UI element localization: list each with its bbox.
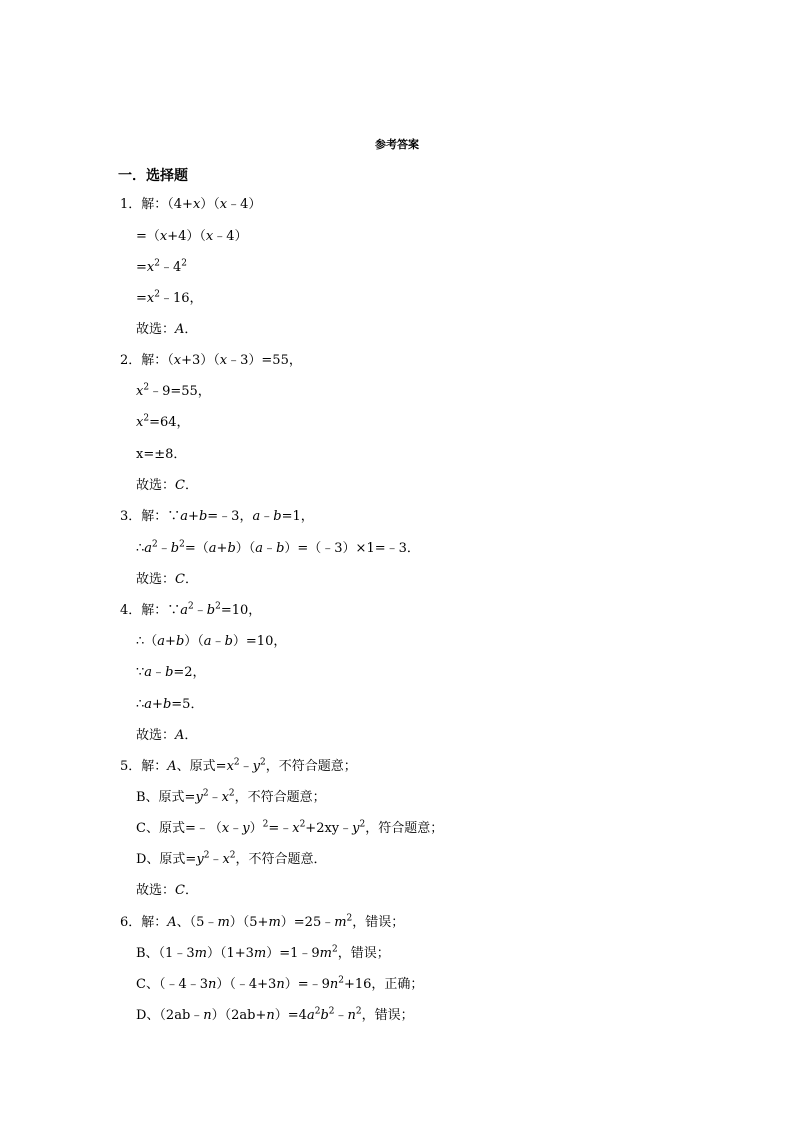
answer-item: 1．解：（4+x）（x﹣4） [120,197,262,212]
answer-line: D、原式$=y^2﹣x^2$，不符合题意． [136,850,327,867]
answer-item: 4．解：$\because a^2﹣b^2=10$， [120,601,262,618]
section-heading: 一．选择题 [118,168,188,184]
answer-item: 2．解：（x+3）（x﹣3）=55， [120,353,302,368]
answer-line: D、$(2ab﹣n)(2ab+n)=4a^2b^2﹣n^2$，错误； [136,1006,414,1023]
answer-line: $=x^2﹣4^2$ [136,258,187,275]
answer-line: $x^2﹣9=55$， [136,382,211,399]
answer-line: 故选：A． [136,728,198,743]
answer-line: ∴a+b=5． [136,697,204,712]
answer-item: 6．解：A、$(5﹣m)(5+m)=25﹣m^2$，错误； [120,913,405,930]
answer-line: B、原式$=y^2﹣x^2$，不符合题意； [136,788,326,805]
answer-line: B、$(1﹣3m)(1+3m)=1﹣9m^2$，错误； [136,944,390,961]
answer-line: $\therefore a^2﹣b^2=(a+b)(a﹣b)=(﹣3)\times 1=﹣3$． [136,539,420,556]
answer-line: $=x^2﹣16$， [136,289,203,306]
answer-line: $x^2=64$， [136,413,190,430]
answer-line: C、原式$=﹣(x﹣y)^2=﹣x^2+2xy﹣y^2$，符合题意； [136,819,444,836]
answer-line: =（x+4）（x﹣4） [136,229,248,244]
answer-line: 故选：C． [136,572,198,587]
answer-line: ∴（a+b）（a﹣b）=10， [136,634,287,649]
answer-line: ∵a﹣b=2， [136,665,206,680]
page-title: 参考答案 [375,138,419,151]
answer-item: 5．解：A、原式$=x^2﹣y^2$，不符合题意； [120,757,357,774]
answer-line: x=±8． [136,447,187,462]
answer-line: 故选：C． [136,883,198,898]
answer-item: 3．解：∵a+b=﹣3，a﹣b=1， [120,509,314,524]
answer-line: 故选：C． [136,478,198,493]
answer-line: 故选：A． [136,322,198,337]
answer-line: C、$(﹣4﹣3n)(﹣4+3n)=﹣9n^2+16$，正确； [136,975,424,992]
